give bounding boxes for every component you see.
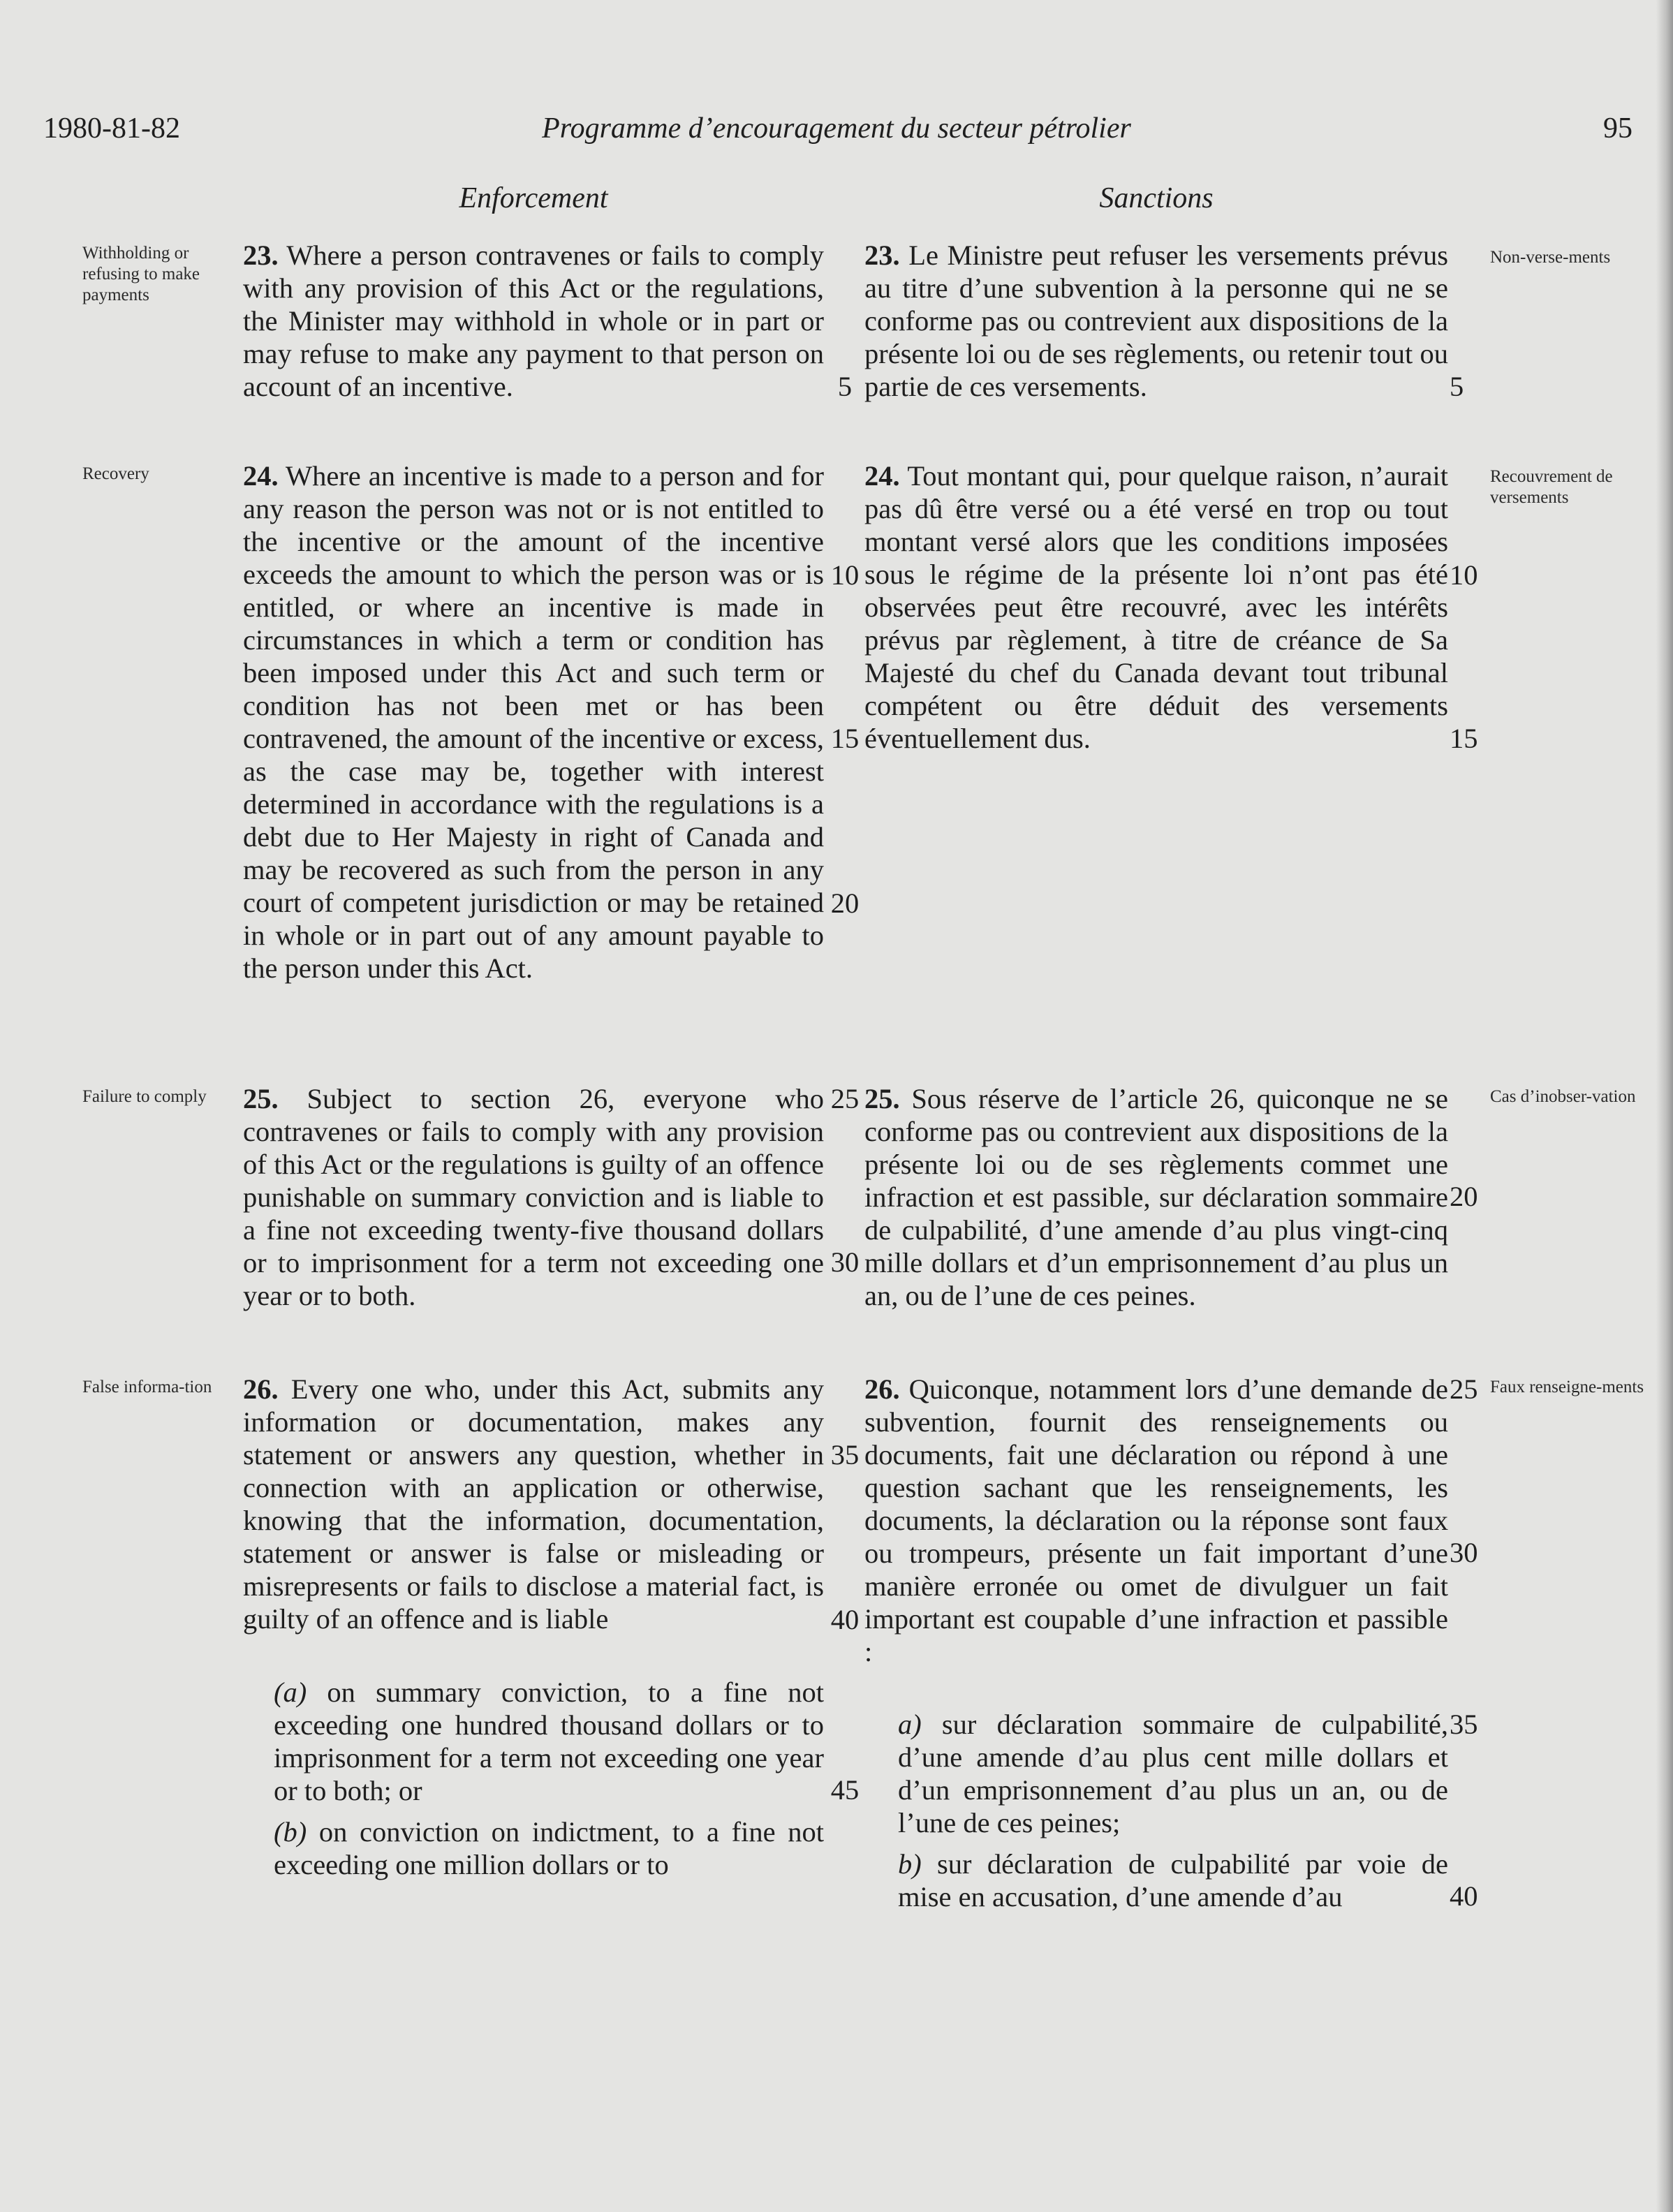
line-number: 30 [1450, 1537, 1478, 1568]
paragraph-text: on summary conviction, to a fine not exceeding one hundred thousand dollars or to imprisonment for a term not exceeding one year or to both; or [274, 1676, 824, 1806]
paragraph-label: (a) [274, 1676, 307, 1708]
paragraph-label: a) [898, 1709, 922, 1740]
section-text: Sous réserve de l’article 26, quiconque ne se conforme pas ou contrevient aux dispositions de la présente loi ou de ses règlements commet une infraction et est passible, sur déclaration sommaire de culpabilité, d’une amende d’au plus vingt-cinq mille dollars et d’un emprisonnement d’au plus un an, ou de l’une de ces peines. [864, 1083, 1448, 1311]
margin-note-cas-inobservation: Cas d’inobser-vation [1490, 1087, 1636, 1106]
section-text: Le Ministre peut refuser les versements prévus au titre d’une subvention à la personne qui ne se conforme pas ou contrevient aux dispositions de la présente loi ou de ses règlements, ou retenir tout ou partie de ces versements. [864, 239, 1448, 402]
line-number: 45 [830, 1774, 860, 1806]
page-edge-shadow [1656, 0, 1673, 2212]
section-number: 23. [243, 239, 279, 271]
section-25-fr [864, 1082, 1448, 1312]
margin-note-non-versements: Non-verse-ments [1490, 248, 1611, 267]
section-text: Where a person contravenes or fails to comply with any provision of this Act or the regulations, the Minister may withhold in whole or in part or may refuse to make any payment to that person on account of an incentive. [243, 239, 824, 402]
line-number: 25 [830, 1083, 860, 1114]
line-number: 30 [830, 1246, 860, 1278]
section-number: 25. [243, 1083, 279, 1114]
section-text: Tout montant qui, pour quelque raison, n’aurait pas dû être versé ou a été versé en trop ou tout montant versé alors que les conditions imposées sous le régime de la présente loi n’ont pas été observées peut être recouvré, avec les intérêts prévus par règlement, à titre de créance de Sa Majesté du chef du Canada devant tout tribunal compétent ou être déduit des versements éventuellement dus. [864, 460, 1448, 754]
line-number: 20 [1450, 1181, 1478, 1212]
line-number: 10 [830, 559, 860, 591]
section-number: 25. [864, 1083, 900, 1114]
section-25-en [243, 1082, 824, 1312]
line-number: 15 [1450, 723, 1478, 754]
margin-note-faux-renseignements: Faux renseigne-ments [1490, 1378, 1644, 1396]
heading-enforcement: Enforcement [459, 182, 608, 214]
paragraph-label: b) [898, 1848, 922, 1880]
paragraph-26a-en [274, 1676, 824, 1807]
section-text: Quiconque, notamment lors d’une demande de subvention, fournit des renseignements ou documents, fait une déclaration ou répond à une question sachant que les renseignements, les documents, la déclaration ou la réponse sont faux ou trompeurs, présente un fait important d’une manière erronée ou omet de divulguer un fait important est coupable d’une infraction et passible : [864, 1373, 1448, 1667]
line-number: 40 [1450, 1880, 1478, 1912]
margin-note-withholding: Withholding or refusing to make payments [82, 244, 200, 304]
line-number: 40 [830, 1604, 860, 1635]
section-number: 24. [864, 460, 900, 492]
margin-note-failure-to-comply: Failure to comply [82, 1087, 207, 1106]
line-number: 5 [1450, 371, 1464, 402]
section-text: Subject to section 26, everyone who contravenes or fails to comply with any provision of this Act or the regulations is guilty of an offence punishable on summary conviction and is liable to a fine not exceeding twenty-five thousand dollars or to imprisonment for a term not exceeding one year or to both. [243, 1083, 824, 1311]
section-number: 26. [243, 1373, 279, 1405]
page-number: 95 [1603, 112, 1633, 145]
paragraph-text: on conviction on indictment, to a fine not exceeding one million dollars or to [274, 1816, 824, 1880]
paragraph-26b-fr [898, 1848, 1448, 1913]
line-number: 35 [830, 1439, 860, 1470]
paragraph-text: sur déclaration de culpabilité par voie de mise en accusation, d’une amende d’au [898, 1848, 1448, 1912]
heading-sanctions: Sanctions [1099, 182, 1214, 214]
line-number: 35 [1450, 1709, 1478, 1740]
margin-note-recovery: Recovery [82, 464, 149, 483]
section-text: Every one who, under this Act, submits any information or documentation, makes any statement or answers any question, whether in connection with an application or otherwise, knowing that the information, documentation, statement or answer is false or misleading or misrepresents or fails to disclose a material fact, is guilty of an offence and is liable [243, 1373, 824, 1635]
section-text: Where an incentive is made to a person and for any reason the person was not or is not entitled to the incentive or the amount of the incentive exceeds the amount to which the person was or is entitled, or where an incentive is made in circumstances in which a term or condition has been imposed under this Act and such term or condition has not been met or has been contravened, the amount of the incentive or excess, as the case may be, together with interest determined in accordance with the regulations is a debt due to Her Majesty in right of Canada and may be recovered as such from the person in any court of competent jurisdiction or may be retained in whole or in part out of any amount payable to the person under this Act. [243, 460, 824, 984]
section-number: 26. [864, 1373, 900, 1405]
paragraph-label: (b) [274, 1816, 307, 1848]
header-session-years: 1980-81-82 [43, 112, 180, 145]
section-number: 23. [864, 239, 900, 271]
line-number: 10 [1450, 559, 1478, 591]
section-26-en [243, 1373, 824, 1635]
line-number: 20 [830, 887, 860, 919]
paragraph-26b-en [274, 1815, 824, 1881]
section-24-en [243, 459, 824, 985]
section-26-fr [864, 1373, 1448, 1668]
section-23-en [243, 239, 824, 403]
margin-note-false-information: False informa-tion [82, 1378, 212, 1396]
line-number: 5 [837, 371, 853, 402]
section-23-fr [864, 239, 1448, 403]
section-24-fr [864, 459, 1448, 755]
margin-note-recouvrement: Recouvrement de versements [1490, 467, 1613, 507]
section-number: 24. [243, 460, 279, 492]
line-number: 25 [1450, 1373, 1478, 1405]
header-title: Programme d’encouragement du secteur pétrolier [542, 112, 1131, 145]
paragraph-text: sur déclaration sommaire de culpabilité, d’une amende d’au plus cent mille dollars et d’un emprisonnement d’au plus un an, ou de l’une de ces peines; [898, 1709, 1448, 1838]
line-number: 15 [830, 723, 860, 754]
paragraph-26a-fr [898, 1708, 1448, 1839]
